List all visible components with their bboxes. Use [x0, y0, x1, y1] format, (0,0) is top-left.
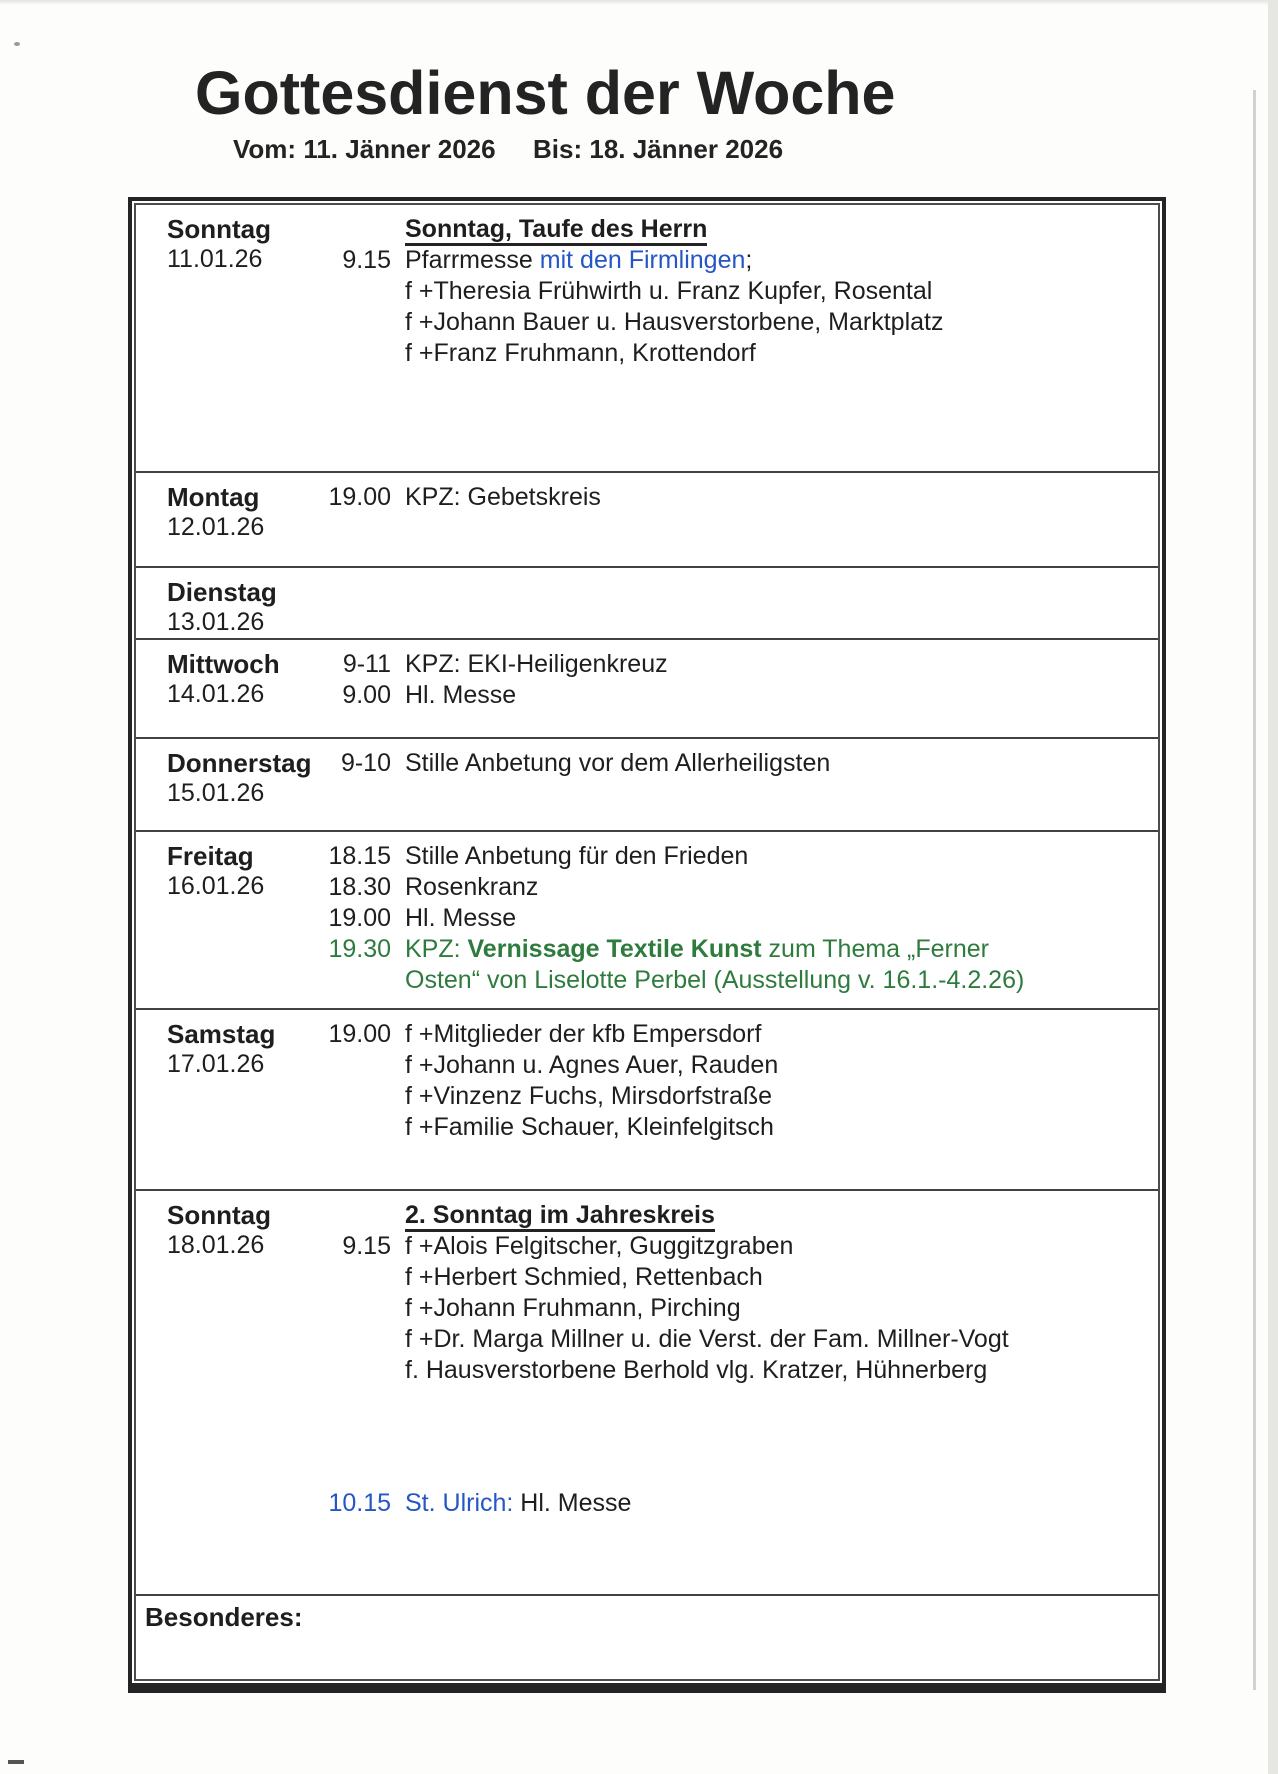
- text-segment: Osten“ von Liselotte Perbel (Ausstellung v. 16.1.-4.2.26): [405, 966, 1025, 994]
- date-from: [233, 134, 496, 165]
- time-label: 19.00: [328, 483, 391, 511]
- entry-line: [317, 1081, 1144, 1112]
- text-segment: Hl. Messe: [405, 681, 517, 709]
- entry-text: [405, 1112, 1144, 1143]
- text-segment: St. Ulrich:: [405, 1489, 514, 1517]
- text-segment: Hl. Messe: [405, 904, 517, 932]
- time-label: 19.30: [328, 935, 391, 963]
- entries-column: [317, 482, 1144, 513]
- scan-speck: [14, 42, 20, 46]
- entry-text: [405, 1200, 1144, 1231]
- entry-text: [405, 1019, 1144, 1050]
- entry-line: [317, 748, 1144, 779]
- line-spacer: [317, 1386, 1144, 1488]
- time-label: 10.15: [328, 1489, 391, 1517]
- entry-line: [317, 214, 1144, 245]
- date-label: 14.01.26: [167, 680, 265, 708]
- entry-line: [317, 482, 1144, 513]
- schedule-row: [136, 1189, 1158, 1594]
- entry-text: [405, 1262, 1144, 1293]
- day-label: Sonntag: [167, 1200, 271, 1230]
- time-label: 18.15: [328, 842, 391, 870]
- entry-text: [405, 307, 1144, 338]
- day-column: [136, 649, 317, 710]
- entry-line: [317, 903, 1144, 934]
- entry-line: [317, 680, 1144, 711]
- date-label: 15.01.26: [167, 779, 265, 807]
- text-segment: Vernissage Textile Kunst: [467, 935, 762, 963]
- date-label: 11.01.26: [167, 245, 263, 273]
- entry-text: [405, 1488, 1144, 1519]
- entry-text: [405, 1293, 1144, 1324]
- entry-line: [317, 1293, 1144, 1324]
- entries-column: [317, 214, 1144, 369]
- schedule-row: [136, 830, 1158, 1008]
- feast-heading: Sonntag, Taufe des Herrn: [405, 215, 707, 246]
- entry-text: [405, 276, 1144, 307]
- text-segment: KPZ: Gebetskreis: [405, 483, 601, 511]
- text-segment: f +Johann u. Agnes Auer, Rauden: [405, 1051, 779, 1079]
- date-to: [533, 134, 783, 165]
- entry-line: [317, 965, 1144, 996]
- entry-line: [317, 1488, 1144, 1519]
- time-label: 19.00: [328, 1020, 391, 1048]
- entries-column: [317, 841, 1144, 996]
- entry-line: [317, 1355, 1144, 1386]
- entries-column: [317, 1019, 1144, 1143]
- entry-line: [317, 307, 1144, 338]
- text-segment: f +Familie Schauer, Kleinfelgitsch: [405, 1113, 774, 1141]
- day-label: Montag: [167, 482, 260, 512]
- entry-line: [317, 841, 1144, 872]
- entry-text: [405, 841, 1144, 872]
- text-segment: zum Thema „Ferner: [761, 935, 989, 963]
- schedule-row: [136, 566, 1158, 638]
- date-to-label: Bis:: [533, 134, 583, 164]
- text-segment: f +Johann Fruhmann, Pirching: [405, 1294, 741, 1322]
- day-label: Dienstag: [167, 577, 277, 607]
- day-column: [136, 748, 317, 809]
- text-segment: mit den Firmlingen: [539, 246, 746, 274]
- text-segment: Hl. Messe: [513, 1489, 632, 1517]
- day-label: Mittwoch: [167, 649, 280, 679]
- entry-text: [405, 482, 1144, 513]
- entry-line: [317, 649, 1144, 680]
- day-label: Freitag: [167, 841, 254, 871]
- entry-line: [317, 1112, 1144, 1143]
- entry-text: [405, 338, 1144, 369]
- entry-text: [405, 934, 1144, 965]
- entry-line: [317, 1019, 1144, 1050]
- text-segment: f +Vinzenz Fuchs, Mirsdorfstraße: [405, 1082, 773, 1110]
- entry-text: [405, 903, 1144, 934]
- entry-line: [317, 872, 1144, 903]
- day-column: [136, 1019, 317, 1080]
- text-segment: Stille Anbetung für den Frieden: [405, 842, 749, 870]
- time-label: 9.00: [342, 681, 391, 709]
- time-label: 19.00: [328, 904, 391, 932]
- text-segment: f +Mitglieder der kfb Empersdorf: [405, 1020, 762, 1048]
- date-label: 17.01.26: [167, 1050, 265, 1078]
- entry-line: [317, 276, 1144, 307]
- entries-column: [317, 649, 1144, 711]
- date-label: 18.01.26: [167, 1231, 265, 1259]
- footer-label: Besonderes:: [145, 1602, 303, 1632]
- date-label: 13.01.26: [167, 608, 265, 636]
- day-column: [136, 482, 317, 543]
- day-column: [136, 577, 317, 638]
- text-segment: f +Herbert Schmied, Rettenbach: [405, 1263, 763, 1291]
- day-column: [136, 841, 317, 902]
- date-from-label: Vom:: [233, 134, 297, 164]
- day-label: Samstag: [167, 1019, 276, 1049]
- entry-text: [405, 680, 1144, 711]
- text-segment: f +Johann Bauer u. Hausverstorbene, Marktplatz: [405, 308, 944, 336]
- time-label: 9.15: [342, 1232, 391, 1260]
- entry-line: [317, 1200, 1144, 1231]
- scan-artifact-top: [0, 0, 1278, 5]
- time-label: 9-10: [340, 749, 391, 777]
- text-segment: ;: [745, 246, 753, 274]
- schedule-table-frame: [128, 197, 1166, 1693]
- entries-column: [317, 748, 1144, 779]
- entry-text: [405, 1324, 1144, 1355]
- schedule-row: [136, 638, 1158, 737]
- entry-line: [317, 1262, 1144, 1293]
- text-segment: Rosenkranz: [405, 873, 539, 901]
- entry-text: [405, 1355, 1144, 1386]
- entry-line: [317, 338, 1144, 369]
- entry-line: [317, 1050, 1144, 1081]
- day-column: [136, 214, 317, 275]
- date-from-value: 11. Jänner 2026: [303, 134, 496, 164]
- entry-text: [405, 748, 1144, 779]
- entry-text: [405, 214, 1144, 245]
- text-segment: KPZ:: [405, 935, 468, 963]
- entry-text: [405, 1231, 1144, 1262]
- time-label: 18.30: [328, 873, 391, 901]
- text-segment: Stille Anbetung vor dem Allerheiligsten: [405, 749, 831, 777]
- time-label: 9-11: [342, 650, 391, 678]
- entry-line: [317, 934, 1144, 965]
- time-label: 9.15: [342, 246, 391, 274]
- entry-text: [405, 965, 1144, 996]
- entry-text: [405, 1050, 1144, 1081]
- entry-text: [405, 649, 1144, 680]
- text-segment: f +Theresia Frühwirth u. Franz Kupfer, Rosental: [405, 277, 933, 305]
- date-label: 12.01.26: [167, 513, 265, 541]
- schedule-rows: [134, 203, 1160, 1681]
- text-segment: f +Dr. Marga Millner u. die Verst. der Fam. Millner-Vogt: [405, 1325, 1009, 1353]
- page-title: Gottesdienst der Woche: [195, 59, 896, 127]
- scan-artifact-right-edge: [1268, 0, 1278, 1774]
- text-segment: Pfarrmesse: [405, 246, 540, 274]
- text-segment: f. Hausverstorbene Berhold vlg. Kratzer, Hühnerberg: [405, 1356, 988, 1384]
- entries-column: [317, 1200, 1144, 1519]
- entry-line: [317, 1324, 1144, 1355]
- text-segment: f +Franz Fruhmann, Krottendorf: [405, 339, 756, 367]
- date-label: 16.01.26: [167, 872, 265, 900]
- entry-text: [405, 1081, 1144, 1112]
- entry-text: [405, 872, 1144, 903]
- entry-line: [317, 1231, 1144, 1262]
- scan-speck: [8, 1760, 24, 1764]
- entry-text: [405, 245, 1144, 276]
- text-segment: f +Alois Felgitscher, Guggitzgraben: [405, 1232, 794, 1260]
- schedule-row: [136, 1008, 1158, 1189]
- text-segment: KPZ: EKI-Heiligenkreuz: [405, 650, 668, 678]
- scan-artifact-right-line: [1253, 90, 1256, 1690]
- day-label: Donnerstag: [167, 748, 312, 778]
- date-to-value: 18. Jänner 2026: [589, 134, 784, 164]
- day-label: Sonntag: [167, 214, 271, 244]
- schedule-row: [136, 205, 1158, 471]
- day-column: [136, 1200, 317, 1261]
- feast-heading: 2. Sonntag im Jahreskreis: [405, 1201, 715, 1232]
- footer-row: [136, 1594, 1158, 1679]
- schedule-row: [136, 471, 1158, 566]
- schedule-row: [136, 737, 1158, 830]
- entry-line: [317, 245, 1144, 276]
